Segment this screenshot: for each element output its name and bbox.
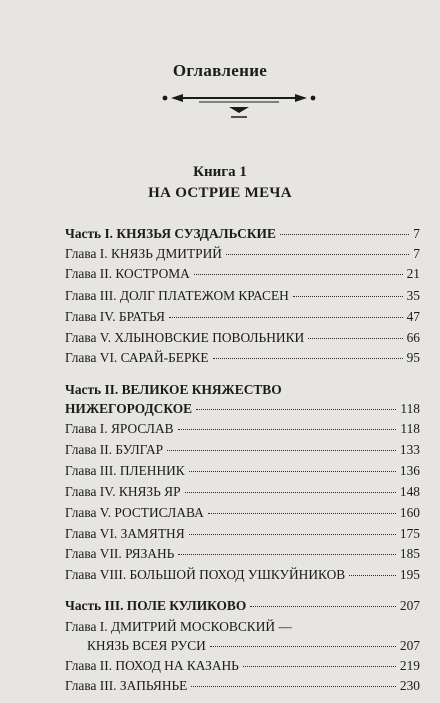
page-heading: Оглавление bbox=[172, 61, 268, 80]
toc-entry-page: 207 bbox=[399, 638, 420, 653]
dot-leader bbox=[191, 686, 396, 687]
toc-entry-label: НИЖЕГОРОДСКОЕ bbox=[65, 401, 193, 416]
dot-leader bbox=[250, 606, 396, 607]
toc-entry-chapter-line1[interactable]: Глава I. ДМИТРИЙ МОСКОВСКИЙ — bbox=[65, 619, 292, 634]
toc-entry-label: Глава V. ХЛЫНОВСКИЕ ПОВОЛЬНИКИ bbox=[65, 330, 305, 345]
dot-leader bbox=[280, 234, 409, 235]
dot-leader bbox=[189, 534, 396, 535]
toc-entry-chapter[interactable] bbox=[65, 419, 420, 439]
toc-entry-page: 35 bbox=[406, 288, 420, 303]
toc-entry-label: Глава III. ПЛЕННИК bbox=[65, 463, 185, 478]
dot-leader bbox=[196, 409, 396, 410]
toc-entry-chapter[interactable] bbox=[65, 307, 420, 327]
dot-leader bbox=[308, 338, 402, 339]
toc-entry-page: 118 bbox=[400, 421, 420, 436]
toc-entry-label: Глава V. РОСТИСЛАВА bbox=[65, 505, 204, 520]
toc-entry-page: 95 bbox=[406, 350, 420, 365]
toc-entry-part[interactable] bbox=[65, 399, 420, 419]
toc-entry-label: Глава I. ЯРОСЛАВ bbox=[65, 421, 174, 436]
toc-entry-chapter[interactable] bbox=[65, 503, 420, 523]
toc-entry-label: Глава IV. КНЯЗЬ ЯР bbox=[65, 484, 181, 499]
dot-leader bbox=[194, 274, 403, 275]
toc-entry-page: 133 bbox=[399, 442, 420, 457]
dot-leader bbox=[169, 317, 403, 318]
toc-entry-chapter[interactable] bbox=[65, 348, 420, 368]
toc-entry-label: Глава VII. РЯЗАНЬ bbox=[65, 546, 175, 561]
toc-entry-part-line1[interactable]: Часть II. ВЕЛИКОЕ КНЯЖЕСТВО bbox=[65, 382, 282, 397]
book-number: Книга 1 bbox=[193, 164, 247, 180]
toc-entry-chapter[interactable] bbox=[65, 244, 420, 264]
dot-leader bbox=[189, 471, 396, 472]
dot-leader bbox=[226, 254, 409, 255]
dot-leader bbox=[349, 575, 396, 576]
toc-entry-chapter[interactable] bbox=[65, 565, 420, 585]
toc-entry-chapter[interactable] bbox=[65, 440, 420, 460]
toc-entry-label: Глава I. КНЯЗЬ ДМИТРИЙ bbox=[65, 246, 222, 261]
toc-entry-page: 7 bbox=[413, 246, 420, 261]
toc-entry-chapter[interactable] bbox=[65, 264, 420, 284]
toc-entry-label: Часть I. КНЯЗЬЯ СУЗДАЛЬСКИЕ bbox=[65, 226, 276, 241]
table-of-contents bbox=[65, 0, 420, 703]
toc-entry-part[interactable] bbox=[65, 224, 420, 244]
toc-entry-chapter[interactable] bbox=[65, 524, 420, 544]
toc-entry-label: Глава IV. БРАТЬЯ bbox=[65, 309, 165, 324]
toc-entry-label: Часть III. ПОЛЕ КУЛИКОВО bbox=[65, 598, 247, 613]
dot-leader bbox=[213, 358, 403, 359]
dot-leader bbox=[167, 450, 396, 451]
toc-entry-part[interactable] bbox=[65, 596, 420, 616]
toc-entry-label: Глава II. ПОХОД НА КАЗАНЬ bbox=[65, 658, 239, 673]
toc-entry-page: 148 bbox=[399, 484, 420, 499]
toc-entry-page: 219 bbox=[399, 658, 420, 673]
toc-entry-page: 230 bbox=[399, 678, 420, 693]
toc-entry-page: 207 bbox=[399, 598, 420, 613]
dot-leader bbox=[178, 554, 396, 555]
toc-entry-label: Глава VI. ЗАМЯТНЯ bbox=[65, 526, 185, 541]
toc-entry-page: 195 bbox=[399, 567, 420, 582]
toc-entry-page: 185 bbox=[399, 546, 420, 561]
toc-entry-page: 118 bbox=[400, 401, 420, 416]
toc-entry-label: Глава VI. САРАЙ-БЕРКЕ bbox=[65, 350, 209, 365]
toc-entry-chapter[interactable] bbox=[65, 482, 420, 502]
toc-entry-page: 66 bbox=[406, 330, 420, 345]
toc-entry-page: 7 bbox=[413, 226, 420, 241]
dot-leader bbox=[185, 492, 396, 493]
toc-entry-label: Глава II. БУЛГАР bbox=[65, 442, 164, 457]
toc-entry-chapter[interactable] bbox=[65, 636, 420, 656]
toc-entry-chapter[interactable] bbox=[65, 544, 420, 564]
dot-leader bbox=[178, 429, 397, 430]
toc-entry-page: 160 bbox=[399, 505, 420, 520]
toc-entry-page: 47 bbox=[406, 309, 420, 324]
dot-leader bbox=[293, 296, 403, 297]
toc-entry-page: 136 bbox=[399, 463, 420, 478]
toc-entry-label: КНЯЗЬ ВСЕЯ РУСИ bbox=[87, 638, 206, 653]
toc-entry-chapter[interactable] bbox=[65, 676, 420, 696]
book-title: НА ОСТРИЕ МЕЧА bbox=[148, 185, 292, 201]
toc-entry-page: 175 bbox=[399, 526, 420, 541]
toc-entry-label: Глава VIII. БОЛЬШОЙ ПОХОД УШКУЙНИКОВ bbox=[65, 567, 346, 582]
dot-leader bbox=[210, 646, 396, 647]
toc-entry-chapter[interactable] bbox=[65, 286, 420, 306]
toc-entry-chapter[interactable] bbox=[65, 328, 420, 348]
toc-entry-chapter[interactable] bbox=[65, 656, 420, 676]
toc-entry-chapter[interactable] bbox=[65, 461, 420, 481]
toc-entry-label: Глава III. ЗАПЬЯНЬЕ bbox=[65, 678, 188, 693]
toc-entry-page: 21 bbox=[406, 266, 420, 281]
dot-leader bbox=[208, 513, 396, 514]
toc-entry-label: Глава III. ДОЛГ ПЛАТЕЖОМ КРАСЕН bbox=[65, 288, 289, 303]
dot-leader bbox=[243, 666, 396, 667]
toc-entry-label: Глава II. КОСТРОМА bbox=[65, 266, 190, 281]
